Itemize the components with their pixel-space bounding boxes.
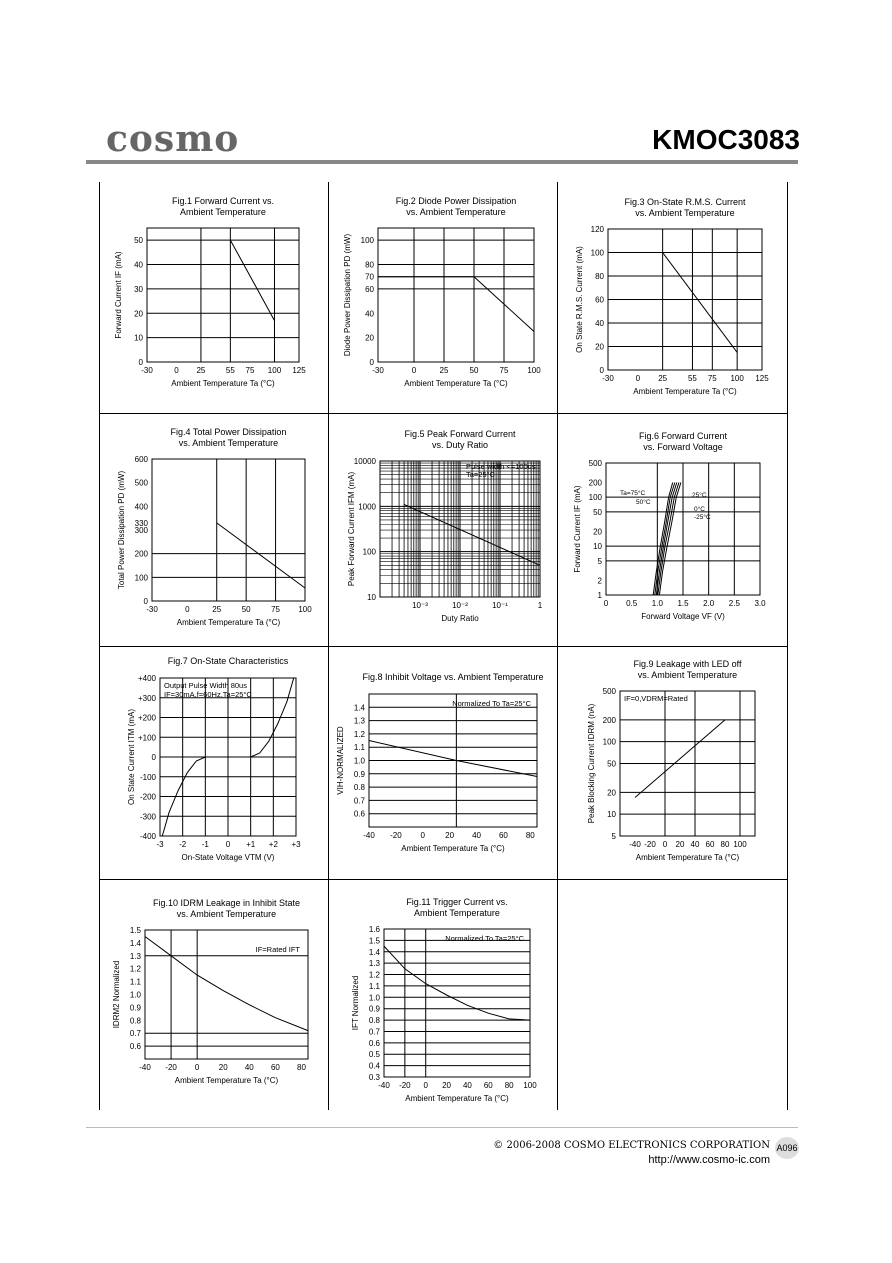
chart-annotation: Normalized To Ta=25°C [452, 699, 531, 708]
y-tick-label: 200 [602, 715, 616, 725]
y-axis-label: Peak Forward Current IFM (mA) [347, 471, 356, 587]
y-tick-label: 1.0 [368, 993, 380, 1003]
x-tick-label: 0 [185, 605, 190, 614]
x-tick-label: 125 [292, 366, 306, 375]
x-tick-label: 100 [298, 605, 312, 614]
y-axis-label: Forward Current IF (mA) [573, 485, 582, 573]
x-tick-label: 75 [245, 366, 255, 375]
y-tick-label: 0.7 [353, 796, 365, 806]
y-tick-label: +300 [137, 693, 156, 703]
y-tick-label: 2 [597, 576, 602, 586]
y-axis-label: Forward Current IF (mA) [114, 251, 123, 339]
chart-title: Fig.10 IDRM Leakage in Inhibit State [152, 898, 301, 908]
chart-title: vs. Forward Voltage [643, 442, 723, 452]
y-tick-label: 330 [134, 518, 148, 528]
x-tick-label: 25 [196, 366, 206, 375]
chart-annotation: Pulse width <=100us [466, 462, 536, 471]
x-axis-label: Ambient Temperature Ta (°C) [404, 379, 508, 388]
y-tick-label: 200 [588, 478, 602, 488]
y-axis-label: On State Current ITM (mA) [127, 708, 136, 806]
x-tick-label: 100 [267, 366, 282, 375]
x-tick-label: 1 [537, 601, 543, 610]
y-axis-label: Total Power Dissipation PD (mW) [117, 470, 126, 590]
y-tick-label: 500 [588, 459, 602, 468]
plot-frame [384, 929, 530, 1077]
x-tick-label: 0 [662, 840, 668, 849]
y-tick-label: 600 [134, 455, 148, 464]
y-axis-label: On State R.M.S. Current (mA) [575, 246, 584, 353]
x-tick-label: 2.0 [703, 599, 715, 608]
series-label: Ta=75°C [620, 490, 646, 497]
chart-title: Fig.7 On-State Characteristics [167, 656, 289, 666]
y-tick-label: 80 [365, 260, 374, 270]
y-tick-label: 0.4 [368, 1061, 380, 1071]
x-tick-label: -20 [165, 1063, 177, 1072]
y-tick-label: 100 [362, 547, 376, 557]
x-tick-label: 60 [483, 1081, 493, 1090]
x-tick-label: -20 [390, 831, 402, 840]
y-tick-label: 100 [602, 737, 616, 747]
x-tick-label: 20 [442, 1081, 452, 1090]
x-tick-label: 60 [498, 831, 508, 840]
x-tick-label: 60 [705, 840, 715, 849]
y-tick-label: +100 [137, 733, 156, 743]
x-tick-label: 0 [411, 366, 417, 375]
y-tick-label: 500 [134, 478, 148, 488]
x-tick-label: 0 [225, 840, 231, 849]
chart-title: Ambient Temperature [180, 207, 266, 217]
chart-title: Fig.6 Forward Current [638, 431, 728, 441]
y-tick-label: -400 [139, 832, 156, 841]
chart-annotation: Normalized To Ta=25°C [445, 934, 524, 943]
chart-title: vs. Ambient Temperature [176, 909, 277, 919]
chart-title: Ambient Temperature [414, 908, 500, 918]
x-axis-label: Ambient Temperature Ta (°C) [635, 853, 740, 862]
y-tick-label: 1.1 [368, 981, 380, 991]
x-tick-label: 20 [675, 840, 685, 849]
x-tick-label: -30 [146, 605, 158, 614]
y-tick-label: 500 [602, 687, 616, 696]
chart-annotation: IF=0,VDRM=Rated [624, 694, 688, 703]
y-tick-label: 1.1 [129, 977, 141, 987]
y-tick-label: 1.4 [368, 947, 380, 957]
y-tick-label: 5 [597, 556, 602, 566]
y-tick-label: 0.5 [368, 1050, 380, 1060]
y-axis-label: IDRM2 Normalized [112, 960, 121, 1029]
chart-title: Fig.4 Total Power Dissipation [170, 427, 287, 437]
y-tick-label: 0.8 [129, 1016, 141, 1026]
x-tick-label: 25 [439, 366, 449, 375]
y-tick-label: 0 [143, 597, 148, 606]
y-tick-label: 70 [365, 272, 374, 282]
x-tick-label: 0 [423, 1081, 428, 1090]
x-tick-label: -40 [139, 1063, 151, 1072]
footer-rule [86, 1127, 798, 1128]
x-tick-label: -20 [399, 1081, 411, 1090]
x-tick-label: 80 [504, 1081, 514, 1090]
x-tick-label: +2 [268, 840, 278, 849]
x-tick-label: 10⁻² [452, 601, 468, 610]
y-tick-label: 50 [134, 236, 143, 246]
chart-title: Fig.5 Peak Forward Current [404, 429, 516, 439]
y-tick-label: 60 [365, 284, 374, 294]
y-tick-label: 30 [134, 284, 143, 294]
x-axis-label: Ambient Temperature Ta (°C) [401, 844, 505, 853]
x-tick-label: 0 [635, 374, 641, 383]
series-label: 25°C [692, 492, 707, 499]
x-tick-label: 1.0 [651, 599, 663, 608]
x-tick-label: 80 [297, 1063, 306, 1072]
y-tick-label: 1.3 [129, 951, 141, 961]
y-tick-label: 40 [595, 319, 604, 328]
y-tick-label: +400 [137, 674, 156, 683]
y-tick-label: 100 [590, 248, 604, 258]
chart-title: Fig.2 Diode Power Dissipation [395, 196, 517, 206]
y-tick-label: 120 [590, 225, 604, 234]
y-tick-label: 40 [365, 309, 374, 319]
x-axis-label: Ambient Temperature Ta (°C) [174, 1076, 279, 1085]
y-tick-label: 50 [607, 759, 616, 769]
x-tick-label: +3 [291, 840, 301, 849]
x-axis-label: Ambient Temperature Ta (°C) [176, 618, 281, 627]
y-tick-label: 5 [611, 832, 616, 841]
y-tick-label: 1.1 [353, 743, 365, 753]
x-tick-label: 80 [525, 831, 535, 840]
series-label: 50°C [636, 499, 651, 506]
y-tick-label: 0.9 [368, 1004, 380, 1014]
y-tick-label: 10 [593, 542, 602, 552]
y-tick-label: 0.8 [368, 1016, 380, 1026]
x-tick-label: 40 [690, 840, 700, 849]
x-axis-label: Duty Ratio [441, 614, 479, 623]
chart-title: Fig.1 Forward Current vs. [171, 196, 275, 206]
x-tick-label: -40 [378, 1081, 390, 1090]
y-tick-label: 1.5 [368, 936, 380, 946]
page-badge: A096 [775, 1137, 799, 1159]
x-tick-label: 25 [658, 374, 668, 383]
x-tick-label: 25 [212, 605, 222, 614]
x-tick-label: +1 [246, 840, 256, 849]
x-tick-label: 40 [472, 831, 481, 840]
y-tick-label: 0 [369, 358, 374, 367]
x-tick-label: 0.5 [626, 599, 638, 608]
y-tick-label: 1.3 [353, 716, 365, 726]
y-tick-label: 1.6 [368, 925, 380, 934]
copyright: © 2006-2008 COSMO ELECTRONICS CORPORATION [493, 1140, 770, 1151]
x-tick-label: 50 [469, 366, 479, 375]
y-tick-label: 100 [134, 573, 148, 583]
x-tick-label: 3.0 [754, 599, 766, 608]
part-number: KMOC3083 [652, 124, 800, 155]
y-tick-label: -300 [139, 812, 156, 822]
y-axis-label: Peak Blocking Current IDRM (nA) [587, 703, 596, 824]
y-tick-label: 0.9 [129, 1003, 141, 1013]
y-axis-label: Diode Power Dissipation PD (mW) [343, 233, 352, 357]
y-tick-label: 1.3 [368, 959, 380, 969]
y-tick-label: 0.3 [368, 1073, 380, 1082]
y-axis-label: VIH-NORMALIZED [336, 726, 345, 795]
y-tick-label: 200 [134, 549, 148, 559]
x-tick-label: -40 [629, 840, 641, 849]
y-tick-label: 1.4 [353, 703, 365, 713]
x-tick-label: -1 [201, 840, 209, 849]
y-tick-label: 0.8 [353, 783, 365, 793]
chart-title: Fig.11 Trigger Current vs. [406, 897, 508, 907]
x-tick-label: -30 [372, 366, 384, 375]
x-tick-label: 20 [445, 831, 455, 840]
y-tick-label: 400 [134, 502, 148, 512]
x-axis-label: Ambient Temperature Ta (°C) [405, 1094, 509, 1103]
x-tick-label: -30 [602, 374, 614, 383]
y-tick-label: +200 [137, 713, 156, 723]
chart-annotation: Output Pulse Width 80us [164, 681, 247, 690]
y-tick-label: 1.0 [129, 990, 141, 1000]
y-tick-label: 10 [134, 333, 143, 343]
y-tick-label: 0 [138, 358, 143, 367]
chart-annotation: IF=30mA,f=60Hz,Ta=25°C [164, 690, 252, 699]
x-tick-label: 10⁻¹ [492, 601, 508, 610]
x-axis-label: Forward Voltage VF (V) [641, 612, 725, 621]
y-tick-label: 0 [599, 366, 604, 375]
x-tick-label: 100 [523, 1081, 537, 1090]
y-tick-label: 20 [134, 309, 143, 319]
x-tick-label: 75 [707, 374, 717, 383]
x-tick-label: 40 [462, 1081, 472, 1090]
y-tick-label: 60 [595, 295, 604, 305]
website-link[interactable]: http://www.cosmo-ic.com [648, 1154, 770, 1166]
chart-title: Fig.3 On-State R.M.S. Current [624, 197, 746, 207]
x-tick-label: -40 [363, 831, 375, 840]
y-tick-label: 1.5 [129, 926, 141, 935]
y-tick-label: -100 [139, 772, 156, 782]
y-tick-label: 1.0 [353, 756, 365, 766]
y-tick-label: 40 [134, 260, 143, 270]
y-tick-label: 1000 [358, 502, 376, 512]
y-tick-label: 80 [595, 272, 604, 281]
y-tick-label: 20 [365, 333, 374, 343]
y-tick-label: 0.6 [368, 1038, 380, 1048]
y-axis-label: IFT Normalized [351, 975, 360, 1031]
x-tick-label: 100 [527, 366, 541, 375]
y-tick-label: 100 [588, 493, 602, 503]
x-tick-label: 80 [720, 840, 730, 849]
chart-title: vs. Ambient Temperature [406, 207, 506, 217]
x-tick-label: 0 [603, 599, 609, 608]
y-tick-label: 1.2 [353, 729, 365, 739]
x-tick-label: 0 [194, 1063, 200, 1072]
chart-annotation: Ta=25°C [466, 470, 496, 479]
x-axis-label: Ambient Temperature Ta (°C) [633, 387, 737, 396]
x-tick-label: 10⁻³ [412, 601, 428, 610]
series-label: 0°C [694, 506, 705, 513]
y-tick-label: 0.7 [368, 1027, 380, 1037]
x-tick-label: 0 [174, 366, 179, 375]
y-tick-label: -200 [139, 792, 156, 802]
x-tick-label: -20 [644, 840, 656, 849]
y-tick-label: 100 [360, 236, 374, 246]
chart-title: Fig.9 Leakage with LED off [633, 659, 742, 669]
x-tick-label: -30 [141, 366, 153, 375]
y-tick-label: 1.2 [129, 964, 141, 974]
x-tick-label: 100 [733, 840, 747, 849]
x-tick-label: 100 [730, 374, 744, 383]
x-tick-label: 1.5 [677, 599, 689, 608]
x-tick-label: 55 [687, 374, 697, 383]
x-axis-label: Ambient Temperature Ta (°C) [171, 379, 275, 388]
x-tick-label: 55 [225, 366, 235, 375]
y-tick-label: 1.4 [129, 938, 141, 948]
y-tick-label: 0 [151, 753, 156, 762]
x-tick-label: 125 [755, 374, 769, 383]
y-tick-label: 10000 [353, 457, 376, 466]
chart-title: vs. Ambient Temperature [635, 208, 735, 218]
chart-title: Fig.8 Inhibit Voltage vs. Ambient Temperature [362, 672, 544, 682]
x-tick-label: 75 [271, 605, 281, 614]
chart-title: vs. Duty Ratio [431, 440, 489, 450]
y-tick-label: 20 [593, 527, 602, 537]
chart-title: vs. Ambient Temperature [178, 438, 279, 448]
x-tick-label: -2 [179, 840, 187, 849]
x-tick-label: 0 [420, 831, 425, 840]
y-tick-label: 50 [593, 507, 602, 517]
y-tick-label: 1 [597, 591, 602, 600]
chart-annotation: IF=Rated IFT [255, 945, 300, 954]
y-tick-label: 0.9 [353, 769, 365, 779]
x-tick-label: 2.5 [728, 599, 740, 608]
y-tick-label: 0.6 [129, 1042, 141, 1052]
y-tick-label: 20 [607, 788, 616, 798]
chart-title: vs. Ambient Temperature [637, 670, 738, 680]
y-tick-label: 20 [595, 342, 604, 352]
x-tick-label: 50 [241, 605, 251, 614]
x-tick-label: -3 [156, 840, 164, 849]
x-axis-label: On-State Voltage VTM (V) [181, 853, 275, 862]
brand-logo: cosmo [106, 118, 240, 160]
x-tick-label: 40 [244, 1063, 254, 1072]
x-tick-label: 75 [499, 366, 509, 375]
y-tick-label: 1.2 [368, 970, 380, 980]
y-tick-label: 10 [607, 810, 616, 820]
y-tick-label: 300 [134, 526, 148, 535]
x-tick-label: 60 [270, 1063, 280, 1072]
y-tick-label: 0.6 [353, 809, 365, 819]
x-tick-label: 20 [218, 1063, 228, 1072]
y-tick-label: 0.7 [129, 1029, 141, 1039]
y-tick-label: 10 [367, 593, 376, 602]
series-label: -25°C [694, 514, 711, 521]
